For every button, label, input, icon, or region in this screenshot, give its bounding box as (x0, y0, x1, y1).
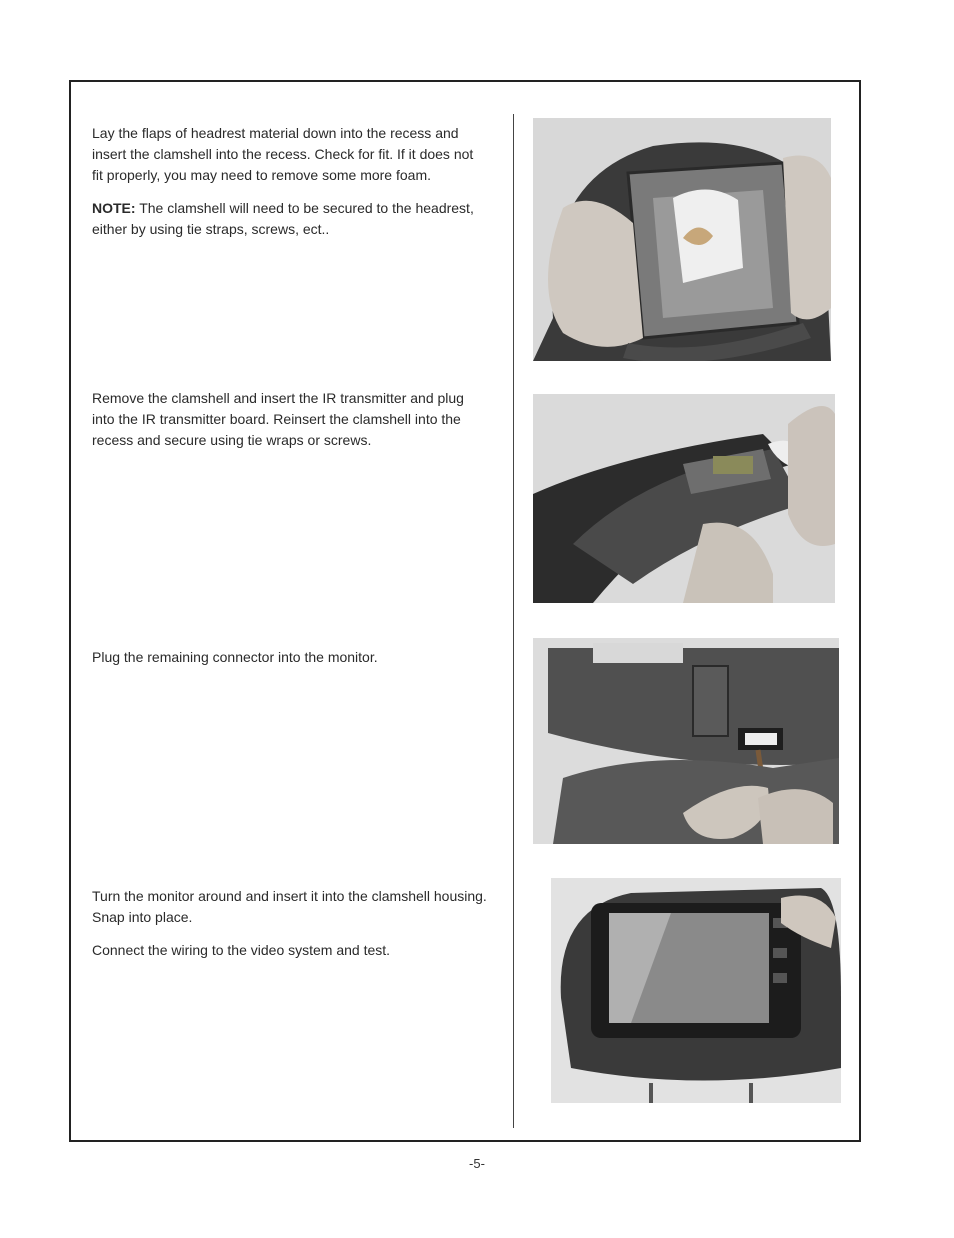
ir-transmitter-photo (533, 394, 835, 603)
step-1-paragraph: Lay the flaps of headrest material down into the recess and insert the clamshell into the recess. Check for fit. If it does not fit properly, you may need to remove some more foam. (92, 125, 474, 183)
step-4-text (92, 886, 487, 961)
step-2-text (92, 388, 487, 451)
step-2-paragraph: Remove the clamshell and insert the IR transmitter and plug into the IR transmitter board. Reinsert the clamshell into the recess and secure using tie wraps or screws. (92, 390, 464, 448)
step-3-paragraph: Plug the remaining connector into the monitor. (92, 649, 378, 665)
connector-plug-photo (533, 638, 839, 844)
monitor-in-headrest-photo (551, 878, 841, 1103)
step-1-note (92, 198, 487, 240)
step-4-paragraph-2: Connect the wiring to the video system and test. (92, 942, 391, 958)
clamshell-in-headrest-photo (533, 118, 831, 361)
note-label: NOTE: (92, 200, 136, 216)
page-number: -5- (469, 1156, 485, 1171)
note-text: The clamshell will need to be secured to the headrest, either by using tie straps, screws, ect.. (92, 200, 474, 237)
column-divider (513, 114, 514, 1128)
step-4-paragraph-1: Turn the monitor around and insert it into the clamshell housing. Snap into place. (92, 888, 487, 925)
step-1-text (92, 123, 487, 240)
step-3-text (92, 647, 487, 668)
